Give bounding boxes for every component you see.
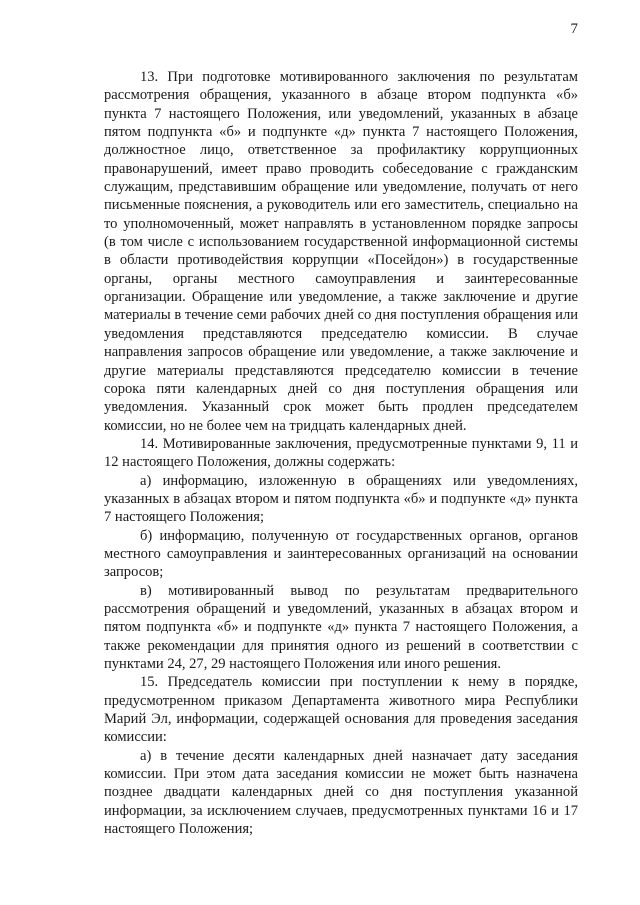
paragraph-15: 15. Председатель комиссии при поступлении к нему в порядке, предусмотренном приказом Департамента животного мира Республики Марий Эл, информации, содержащей основания для проведения заседания комиссии: <box>104 674 578 746</box>
document-body <box>104 68 578 838</box>
paragraph-13: 13. При подготовке мотивированного заключения по результатам рассмотрения обращения, указанного в абзаце втором подпункта «б» пункта 7 настоящего Положения, или уведомлений, указанных в абзаце пятом подпункта «б» и подпункте «д» пункта 7 настоящего Положения, должностное лицо, ответственное за профилактику коррупционных правонарушений, имеет право проводить собеседование с гражданским служащим, представившим обращение или уведомление, получать от него письменные пояснения, а руководитель или его заместитель, специально на то уполномоченный, может направлять в установленном порядке запросы (в том числе с использованием государственной информационной системы в области противодействия коррупции «Посейдон») в государственные органы, органы местного самоуправления и заинтересованные организации. Обращение или уведомление, а также заключение и другие материалы в течение семи рабочих дней со дня поступления обращения или уведомления представляются председателю комиссии. В случае направления запросов обращение или уведомление, а также заключение и другие материалы представляются председателю комиссии в течение сорока пяти календарных дней со дня поступления обращения или уведомления. Указанный срок может быть продлен председателем комиссии, но не более чем на тридцать календарных дней. <box>104 69 578 434</box>
paragraph-15-a: а) в течение десяти календарных дней назначает дату заседания комиссии. При этом дата заседания комиссии не может быть назначена позднее двадцати календарных дней со дня поступления указанной информации, за исключением случаев, предусмотренных пунктами 16 и 17 настоящего Положения; <box>104 747 578 838</box>
paragraph-14: 14. Мотивированные заключения, предусмотренные пунктами 9, 11 и 12 настоящего Положения, должны содержать: <box>104 435 578 471</box>
paragraph-14-b: б) информацию, полученную от государственных органов, органов местного самоуправления и заинтересованных организаций на основании запросов; <box>104 527 578 581</box>
paragraph-14-v: в) мотивированный вывод по результатам предварительного рассмотрения обращений и уведомлений, указанных в абзацах втором и пятом подпункта «б» и подпункте «д» пункта 7 настоящего Положения, а также рекомендации для принятия одного из решений в соответствии с пунктами 24, 27, 29 настоящего Положения или иного решения. <box>104 582 578 672</box>
paragraph-14-a: а) информацию, изложенную в обращениях или уведомлениях, указанных в абзацах втором и пятом подпункта «б» и подпункте «д» пункта 7 настоящего Положения; <box>104 472 578 526</box>
page-number: 7 <box>570 21 578 37</box>
